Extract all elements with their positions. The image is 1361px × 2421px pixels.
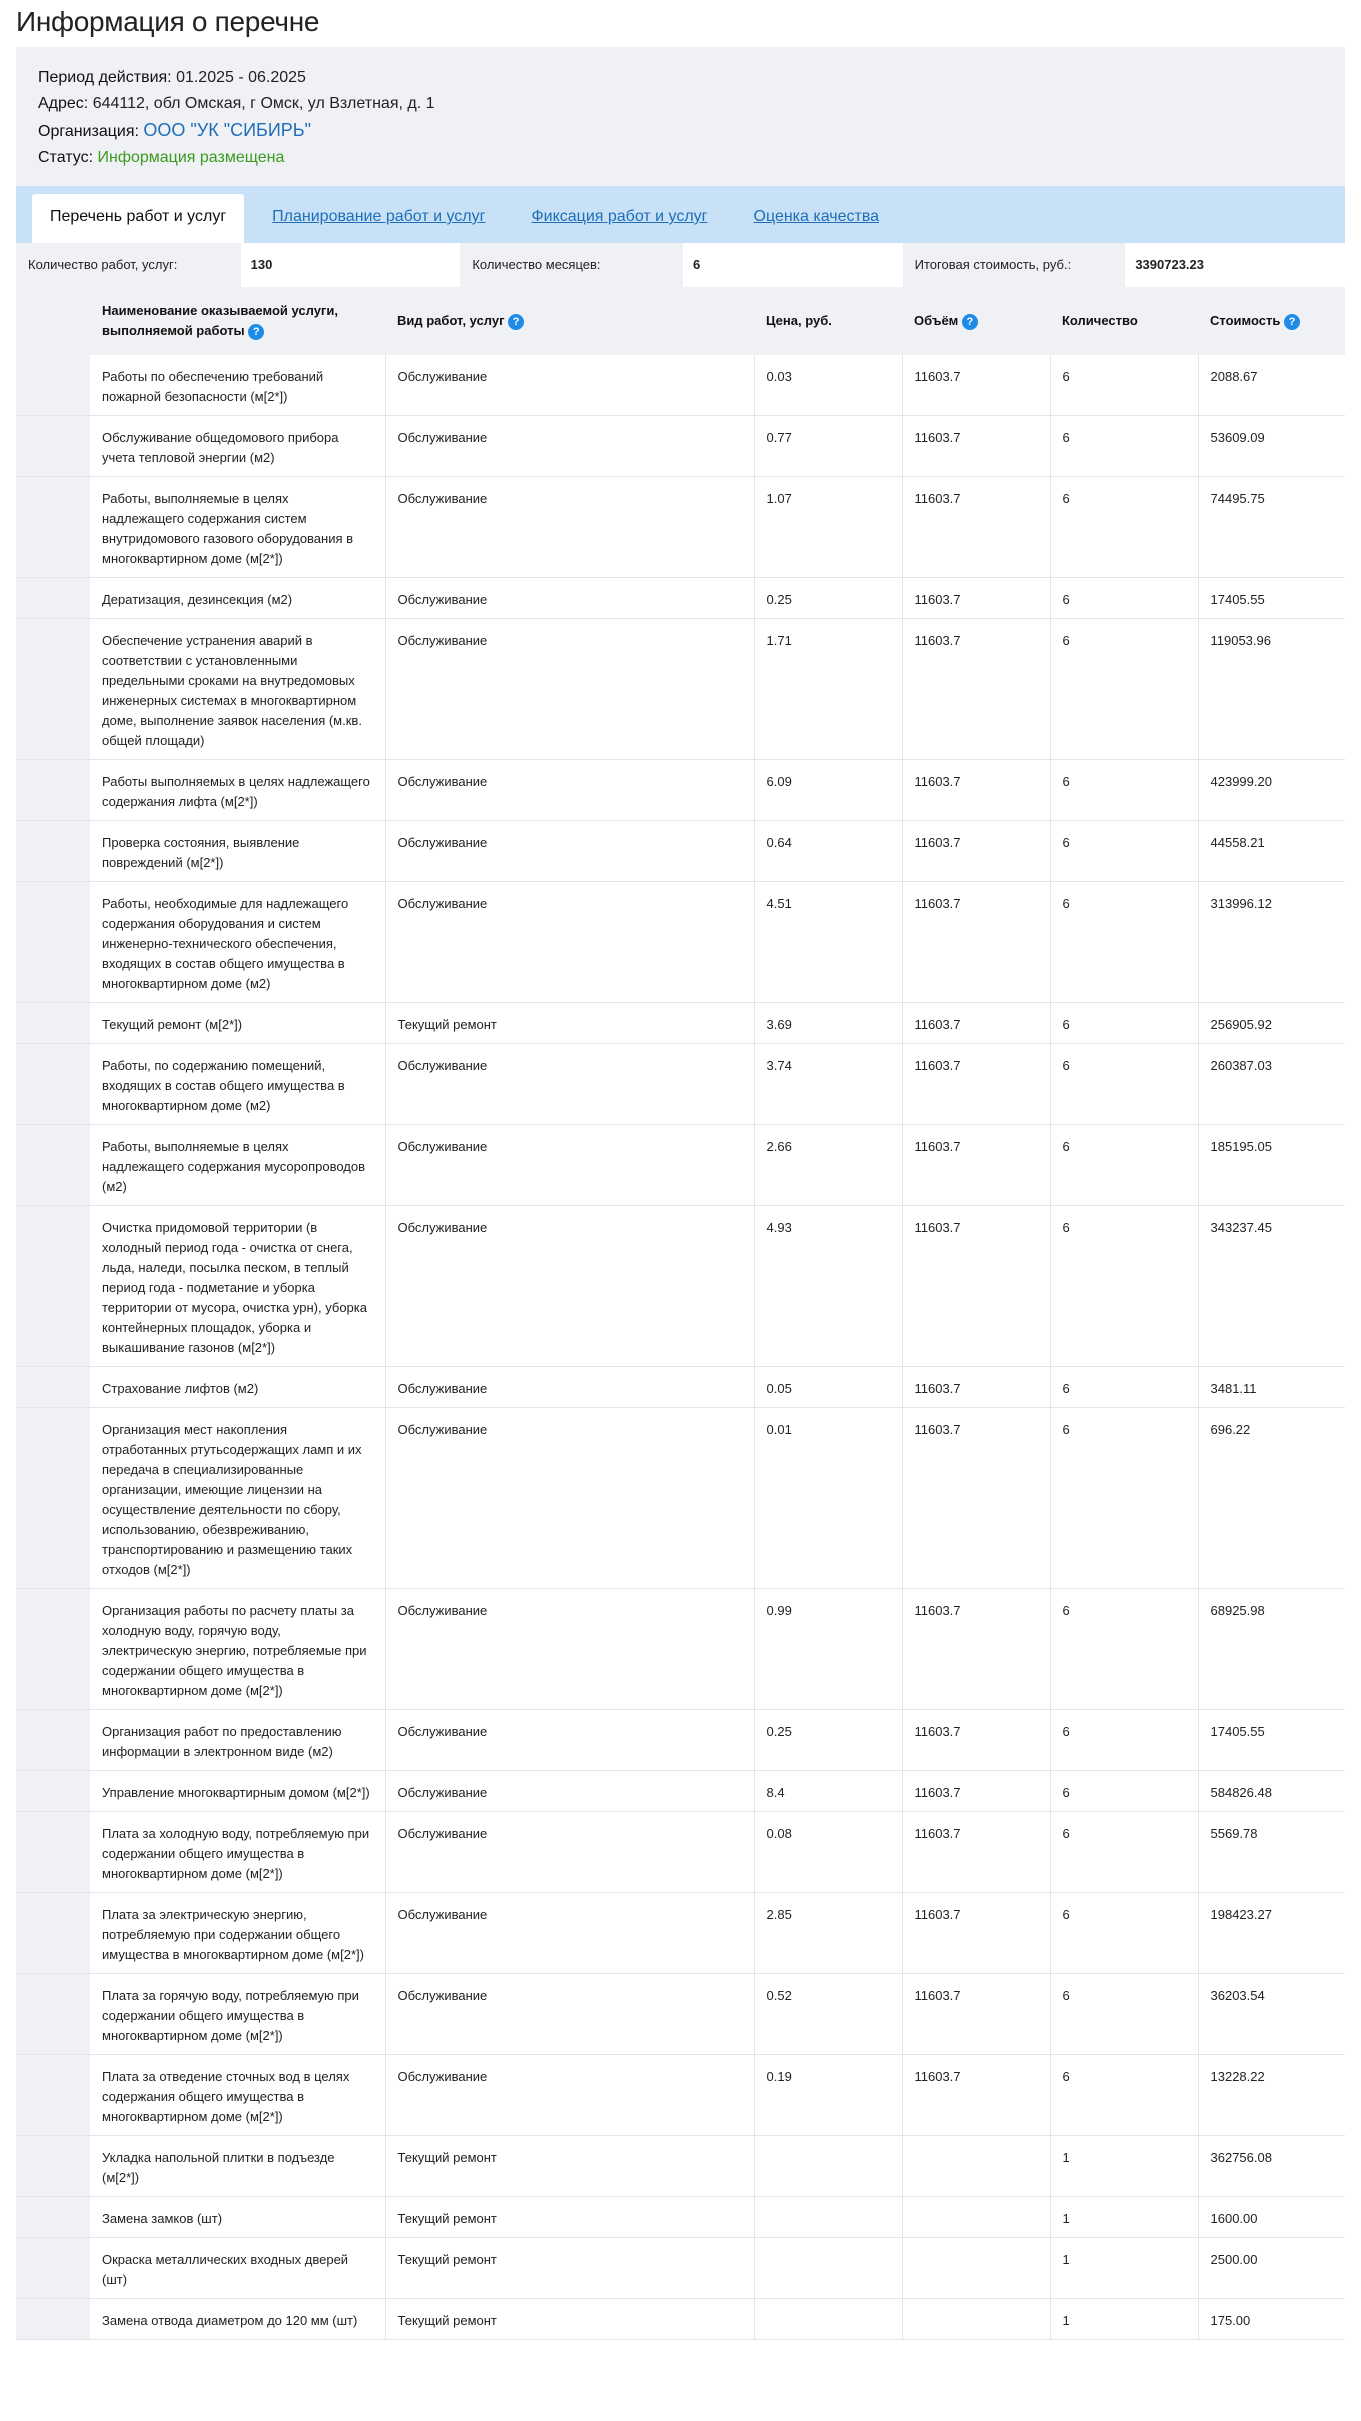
org-label: Организация: [38,123,139,140]
cell-price [754,2136,902,2197]
cell-volume: 11603.7 [902,821,1050,882]
cell-qty: 6 [1050,1710,1198,1771]
cell-volume: 11603.7 [902,1771,1050,1812]
works-table [16,287,1345,2340]
cell-price: 8.4 [754,1771,902,1812]
cell-volume: 11603.7 [902,1589,1050,1710]
cell-volume: 11603.7 [902,760,1050,821]
address-line [38,91,1323,117]
cell-name: Организация работ по предоставлению информации в электронном виде (м2) [90,1710,385,1771]
months-count-value: 6 [683,243,903,287]
row-gutter [16,1044,90,1125]
works-count-value: 130 [241,243,461,287]
cell-qty: 6 [1050,1812,1198,1893]
cell-type: Обслуживание [385,1710,754,1771]
cell-type: Обслуживание [385,619,754,760]
table-row [16,2197,1345,2238]
cell-type: Обслуживание [385,1408,754,1589]
cell-price: 3.74 [754,1044,902,1125]
table-row [16,1589,1345,1710]
cell-type: Текущий ремонт [385,2299,754,2340]
table-row [16,619,1345,760]
header-type-label: Вид работ, услуг [397,313,505,328]
row-gutter [16,1812,90,1893]
tab-quality[interactable]: Оценка качества [753,208,880,225]
works-count-label: Количество работ, услуг: [28,257,178,272]
summary-bar [16,243,1345,287]
cell-cost: 260387.03 [1198,1044,1345,1125]
cell-cost: 313996.12 [1198,882,1345,1003]
cell-cost: 175.00 [1198,2299,1345,2340]
cell-name: Плата за отведение сточных вод в целях содержания общего имущества в многоквартирном доме (м[2*]) [90,2055,385,2136]
table-row [16,477,1345,578]
cell-qty: 6 [1050,1893,1198,1974]
cell-cost: 53609.09 [1198,416,1345,477]
row-gutter [16,416,90,477]
cell-volume: 11603.7 [902,2055,1050,2136]
cell-cost: 5569.78 [1198,1812,1345,1893]
table-row [16,355,1345,416]
table-row [16,821,1345,882]
cell-price [754,2238,902,2299]
cell-name: Плата за горячую воду, потребляемую при содержании общего имущества в многоквартирном доме (м[2*]) [90,1974,385,2055]
table-row [16,1367,1345,1408]
cell-qty: 6 [1050,1044,1198,1125]
cell-name: Работы, необходимые для надлежащего содержания оборудования и систем инженерно-технического обеспечения, входящих в состав общего имущества в многоквартирном доме (м2) [90,882,385,1003]
table-body [16,355,1345,2340]
cell-cost: 36203.54 [1198,1974,1345,2055]
cell-name: Проверка состояния, выявление повреждений (м[2*]) [90,821,385,882]
cell-name: Управление многоквартирным домом (м[2*]) [90,1771,385,1812]
header-qty [1050,287,1198,355]
cell-qty: 6 [1050,760,1198,821]
cell-cost: 423999.20 [1198,760,1345,821]
page-title: Информация о перечне [16,6,320,37]
cell-price: 0.64 [754,821,902,882]
row-gutter [16,1003,90,1044]
cell-type: Обслуживание [385,1589,754,1710]
help-icon[interactable]: ? [962,314,978,330]
cell-price: 1.71 [754,619,902,760]
table-row [16,2136,1345,2197]
cell-type: Обслуживание [385,2055,754,2136]
tab-fixation[interactable]: Фиксация работ и услуг [531,208,708,225]
cell-qty: 6 [1050,821,1198,882]
status-line [38,145,1323,171]
table-row [16,760,1345,821]
cell-cost: 584826.48 [1198,1771,1345,1812]
cell-name: Организация мест накопления отработанных ртутьсодержащих ламп и их передача в специализированные организации, имеющие лицензии на осуществление деятельности по сбору, использованию, обезвреживанию, транспортированию и размещению таких отходов (м[2*]) [90,1408,385,1589]
cell-name: Обеспечение устранения аварий в соответствии с установленными предельными сроками на внутредомовых инженерных системах в многоквартирном доме, выполнение заявок населения (м.кв. общей площади) [90,619,385,760]
total-cost-label: Итоговая стоимость, руб.: [914,257,1072,272]
row-gutter [16,2136,90,2197]
cell-type: Обслуживание [385,477,754,578]
cell-type: Обслуживание [385,760,754,821]
cell-price: 0.25 [754,1710,902,1771]
row-gutter [16,355,90,416]
table-row [16,1003,1345,1044]
row-gutter [16,1974,90,2055]
period-value: 01.2025 - 06.2025 [176,69,306,86]
cell-name: Работы, выполняемые в целях надлежащего содержания систем внутридомового газового оборудования в многоквартирном доме (м[2*]) [90,477,385,578]
period-label: Период действия: [38,69,172,86]
help-icon[interactable]: ? [248,324,264,340]
cell-volume: 11603.7 [902,1710,1050,1771]
cell-price: 0.08 [754,1812,902,1893]
cell-type: Обслуживание [385,578,754,619]
cell-name: Работы по обеспечению требований пожарной безопасности (м[2*]) [90,355,385,416]
row-gutter [16,760,90,821]
header-name [90,287,385,355]
cell-cost: 68925.98 [1198,1589,1345,1710]
table-row [16,2299,1345,2340]
cell-volume: 11603.7 [902,416,1050,477]
row-gutter [16,2238,90,2299]
org-line [38,117,1323,145]
org-link[interactable]: ООО "УК "СИБИРЬ" [143,120,312,140]
cell-volume: 11603.7 [902,1125,1050,1206]
cell-volume [902,2238,1050,2299]
cell-cost: 362756.08 [1198,2136,1345,2197]
header-name-label: Наименование оказываемой услуги, выполняемой работы [102,303,338,338]
cell-price [754,2197,902,2238]
cell-type: Обслуживание [385,355,754,416]
help-icon[interactable]: ? [1284,314,1300,330]
header-type [385,287,754,355]
months-count-label: Количество месяцев: [472,257,601,272]
cell-type: Обслуживание [385,416,754,477]
table-row [16,416,1345,477]
row-gutter [16,1710,90,1771]
cell-cost: 17405.55 [1198,1710,1345,1771]
table-row [16,1206,1345,1367]
cell-type: Обслуживание [385,1812,754,1893]
cell-type: Обслуживание [385,1125,754,1206]
cell-name: Плата за холодную воду, потребляемую при содержании общего имущества в многоквартирном доме (м[2*]) [90,1812,385,1893]
cell-qty: 6 [1050,1589,1198,1710]
cell-qty: 6 [1050,355,1198,416]
cell-price: 6.09 [754,760,902,821]
cell-cost: 13228.22 [1198,2055,1345,2136]
total-cost-value: 3390723.23 [1125,243,1345,287]
header-volume [902,287,1050,355]
cell-price: 0.25 [754,578,902,619]
cell-price: 0.52 [754,1974,902,2055]
cell-type: Обслуживание [385,1044,754,1125]
cell-price: 0.77 [754,416,902,477]
address-value: 644112, обл Омская, г Омск, ул Взлетная, д. 1 [92,95,435,112]
cell-qty: 6 [1050,1206,1198,1367]
row-gutter [16,2197,90,2238]
cell-qty: 6 [1050,619,1198,760]
cell-volume: 11603.7 [902,1367,1050,1408]
cell-volume: 11603.7 [902,619,1050,760]
cell-cost: 44558.21 [1198,821,1345,882]
cell-name: Работы выполняемых в целях надлежащего содержания лифта (м[2*]) [90,760,385,821]
info-panel [16,47,1345,186]
cell-cost: 2500.00 [1198,2238,1345,2299]
table-header-row [16,287,1345,355]
cell-qty: 6 [1050,578,1198,619]
cell-name: Организация работы по расчету платы за холодную воду, горячую воду, электрическую энергию, потребляемые при содержании общего имущества в многоквартирном доме (м[2*]) [90,1589,385,1710]
table-row [16,578,1345,619]
cell-qty: 6 [1050,1367,1198,1408]
cell-volume [902,2299,1050,2340]
cell-type: Обслуживание [385,882,754,1003]
cell-volume: 11603.7 [902,1408,1050,1589]
row-gutter [16,1589,90,1710]
cell-qty: 6 [1050,1125,1198,1206]
cell-type: Текущий ремонт [385,2238,754,2299]
table-row [16,882,1345,1003]
address-label: Адрес: [38,95,89,112]
row-gutter [16,821,90,882]
cell-volume: 11603.7 [902,1003,1050,1044]
table-row [16,2055,1345,2136]
cell-qty: 6 [1050,1974,1198,2055]
cell-type: Обслуживание [385,1367,754,1408]
cell-qty: 6 [1050,1003,1198,1044]
cell-price [754,2299,902,2340]
cell-price: 0.03 [754,355,902,416]
cell-name: Очистка придомовой территории (в холодный период года - очистка от снега, льда, наледи, посылка песком, в теплый период года - подметание и уборка территории от мусора, очистка урн), уборка контейнерных площадок, уборка и выкашивание газонов (м[2*]) [90,1206,385,1367]
cell-volume: 11603.7 [902,1044,1050,1125]
cell-volume: 11603.7 [902,355,1050,416]
table-row [16,1125,1345,1206]
cell-name: Замена замков (шт) [90,2197,385,2238]
cell-cost: 696.22 [1198,1408,1345,1589]
table-row [16,1044,1345,1125]
cell-cost: 17405.55 [1198,578,1345,619]
table-row [16,1710,1345,1771]
cell-cost: 2088.67 [1198,355,1345,416]
cell-qty: 6 [1050,477,1198,578]
cell-cost: 343237.45 [1198,1206,1345,1367]
status-label: Статус: [38,149,94,166]
header-price-label: Цена, руб. [766,313,832,328]
table-row [16,1812,1345,1893]
cell-volume: 11603.7 [902,1893,1050,1974]
row-gutter [16,578,90,619]
cell-type: Текущий ремонт [385,2197,754,2238]
row-gutter [16,1125,90,1206]
cell-name: Укладка напольной плитки в подъезде (м[2*]) [90,2136,385,2197]
cell-qty: 1 [1050,2238,1198,2299]
cell-volume: 11603.7 [902,1812,1050,1893]
cell-type: Обслуживание [385,1206,754,1367]
row-gutter [16,1771,90,1812]
cell-cost: 198423.27 [1198,1893,1345,1974]
cell-volume [902,2136,1050,2197]
cell-price: 0.99 [754,1589,902,1710]
cell-type: Обслуживание [385,1974,754,2055]
cell-name: Замена отвода диаметром до 120 мм (шт) [90,2299,385,2340]
tab-planning[interactable]: Планирование работ и услуг [272,208,486,225]
period-line [38,65,1323,91]
row-gutter [16,1367,90,1408]
header-cost-label: Стоимость [1210,313,1281,328]
cell-cost: 1600.00 [1198,2197,1345,2238]
cell-type: Обслуживание [385,1771,754,1812]
header-cost [1198,287,1345,355]
cell-price: 2.85 [754,1893,902,1974]
cell-volume [902,2197,1050,2238]
table-row [16,1974,1345,2055]
cell-type: Обслуживание [385,1893,754,1974]
tab-bar [16,186,1345,243]
cell-price: 3.69 [754,1003,902,1044]
table-row [16,1771,1345,1812]
cell-price: 0.05 [754,1367,902,1408]
cell-qty: 6 [1050,1408,1198,1589]
cell-name: Обслуживание общедомового прибора учета тепловой энергии (м2) [90,416,385,477]
table-row [16,2238,1345,2299]
cell-price: 0.19 [754,2055,902,2136]
cell-price: 4.51 [754,882,902,1003]
row-gutter [16,477,90,578]
tab-works-list[interactable]: Перечень работ и услуг [32,194,244,243]
row-gutter [16,1408,90,1589]
cell-price: 4.93 [754,1206,902,1367]
cell-price: 2.66 [754,1125,902,1206]
cell-price: 1.07 [754,477,902,578]
row-gutter [16,2055,90,2136]
cell-qty: 1 [1050,2136,1198,2197]
cell-price: 0.01 [754,1408,902,1589]
status-value: Информация размещена [97,149,285,166]
row-gutter [16,1893,90,1974]
cell-name: Окраска металлических входных дверей (шт) [90,2238,385,2299]
cell-cost: 74495.75 [1198,477,1345,578]
cell-type: Обслуживание [385,821,754,882]
header-qty-label: Количество [1062,313,1138,328]
cell-volume: 11603.7 [902,1206,1050,1367]
cell-name: Плата за электрическую энергию, потребляемую при содержании общего имущества в многоквартирном доме (м[2*]) [90,1893,385,1974]
row-gutter [16,2299,90,2340]
cell-volume: 11603.7 [902,882,1050,1003]
cell-cost: 3481.11 [1198,1367,1345,1408]
cell-name: Работы, по содержанию помещений, входящих в состав общего имущества в многоквартирном доме (м2) [90,1044,385,1125]
cell-type: Текущий ремонт [385,2136,754,2197]
cell-volume: 11603.7 [902,1974,1050,2055]
cell-qty: 6 [1050,882,1198,1003]
row-gutter [16,882,90,1003]
cell-name: Дератизация, дезинсекция (м2) [90,578,385,619]
cell-cost: 256905.92 [1198,1003,1345,1044]
cell-type: Текущий ремонт [385,1003,754,1044]
cell-qty: 6 [1050,1771,1198,1812]
table-row [16,1408,1345,1589]
cell-cost: 119053.96 [1198,619,1345,760]
cell-qty: 6 [1050,2055,1198,2136]
cell-volume: 11603.7 [902,477,1050,578]
header-volume-label: Объём [914,313,959,328]
row-gutter [16,1206,90,1367]
help-icon[interactable]: ? [508,314,524,330]
header-price [754,287,902,355]
cell-name: Страхование лифтов (м2) [90,1367,385,1408]
cell-cost: 185195.05 [1198,1125,1345,1206]
cell-volume: 11603.7 [902,578,1050,619]
cell-name: Работы, выполняемые в целях надлежащего содержания мусоропроводов (м2) [90,1125,385,1206]
row-gutter [16,619,90,760]
cell-name: Текущий ремонт (м[2*]) [90,1003,385,1044]
header-gutter [16,287,90,355]
cell-qty: 1 [1050,2299,1198,2340]
cell-qty: 1 [1050,2197,1198,2238]
table-row [16,1893,1345,1974]
cell-qty: 6 [1050,416,1198,477]
